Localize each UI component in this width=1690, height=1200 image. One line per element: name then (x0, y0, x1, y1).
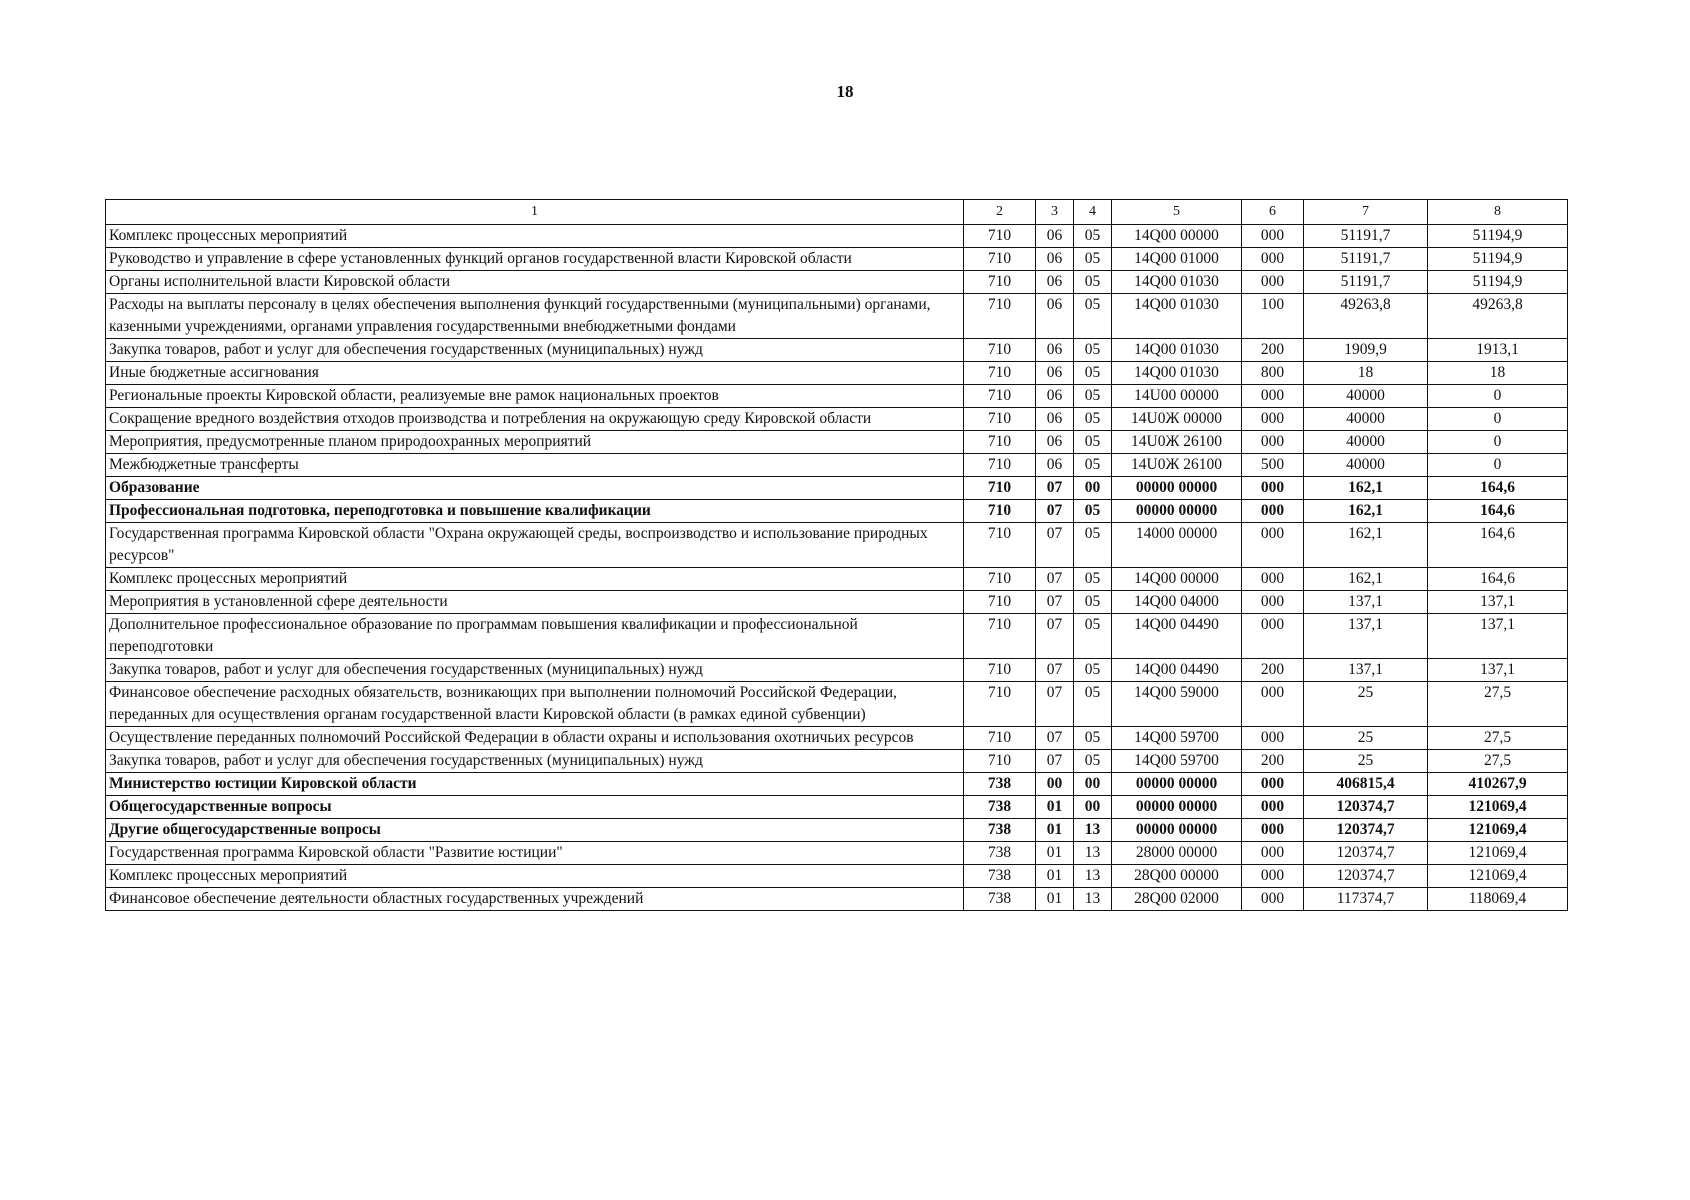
item-name-cell: Закупка товаров, работ и услуг для обеспечения государственных (муниципальных) нужд (106, 750, 964, 773)
admin-code-cell: 710 (964, 591, 1036, 614)
target-article-cell: 00000 00000 (1112, 477, 1242, 500)
admin-code-cell: 710 (964, 568, 1036, 591)
section-cell: 07 (1036, 523, 1074, 568)
table-row (106, 385, 1568, 408)
target-article-cell: 14000 00000 (1112, 523, 1242, 568)
amount-year2-cell: 121069,4 (1428, 842, 1568, 865)
section-cell: 01 (1036, 888, 1074, 911)
amount-year2-cell: 27,5 (1428, 750, 1568, 773)
admin-code-cell: 710 (964, 727, 1036, 750)
target-article-cell: 28000 00000 (1112, 842, 1242, 865)
target-article-cell: 14Q00 59700 (1112, 727, 1242, 750)
expense-type-cell: 000 (1242, 271, 1304, 294)
amount-year2-cell: 1913,1 (1428, 339, 1568, 362)
amount-year2-cell: 121069,4 (1428, 819, 1568, 842)
item-name-cell: Общегосударственные вопросы (106, 796, 964, 819)
item-name-cell: Закупка товаров, работ и услуг для обеспечения государственных (муниципальных) нужд (106, 339, 964, 362)
column-header: 6 (1242, 200, 1304, 225)
expense-type-cell: 000 (1242, 682, 1304, 727)
table-row (106, 523, 1568, 568)
item-name-cell: Органы исполнительной власти Кировской области (106, 271, 964, 294)
admin-code-cell: 738 (964, 819, 1036, 842)
section-cell: 06 (1036, 431, 1074, 454)
expense-type-cell: 000 (1242, 842, 1304, 865)
subsection-cell: 05 (1074, 682, 1112, 727)
target-article-cell: 14Q00 04490 (1112, 659, 1242, 682)
amount-year1-cell: 162,1 (1304, 477, 1428, 500)
amount-year1-cell: 49263,8 (1304, 294, 1428, 339)
target-article-cell: 14Q00 01030 (1112, 294, 1242, 339)
amount-year1-cell: 51191,7 (1304, 248, 1428, 271)
amount-year1-cell: 40000 (1304, 385, 1428, 408)
target-article-cell: 14Q00 59000 (1112, 682, 1242, 727)
amount-year2-cell: 0 (1428, 385, 1568, 408)
section-cell: 07 (1036, 500, 1074, 523)
section-cell: 07 (1036, 659, 1074, 682)
amount-year2-cell: 121069,4 (1428, 865, 1568, 888)
item-name-cell: Закупка товаров, работ и услуг для обеспечения государственных (муниципальных) нужд (106, 659, 964, 682)
table-row (106, 773, 1568, 796)
admin-code-cell: 710 (964, 362, 1036, 385)
table-row (106, 842, 1568, 865)
table-row (106, 431, 1568, 454)
amount-year2-cell: 137,1 (1428, 591, 1568, 614)
admin-code-cell: 710 (964, 454, 1036, 477)
amount-year1-cell: 40000 (1304, 454, 1428, 477)
section-cell: 07 (1036, 614, 1074, 659)
target-article-cell: 00000 00000 (1112, 796, 1242, 819)
target-article-cell: 14Q00 01030 (1112, 339, 1242, 362)
column-header: 3 (1036, 200, 1074, 225)
item-name-cell: Расходы на выплаты персоналу в целях обеспечения выполнения функций государственными (муниципальными) органами, казенными учреждениями, органами управления государственными внебюджетными фондами (106, 294, 964, 339)
table-row (106, 454, 1568, 477)
expense-type-cell: 000 (1242, 614, 1304, 659)
table-row (106, 271, 1568, 294)
amount-year1-cell: 120374,7 (1304, 842, 1428, 865)
item-name-cell: Другие общегосударственные вопросы (106, 819, 964, 842)
target-article-cell: 14Q00 00000 (1112, 568, 1242, 591)
section-cell: 07 (1036, 727, 1074, 750)
admin-code-cell: 710 (964, 385, 1036, 408)
column-header: 8 (1428, 200, 1568, 225)
subsection-cell: 05 (1074, 408, 1112, 431)
amount-year1-cell: 25 (1304, 750, 1428, 773)
item-name-cell: Осуществление переданных полномочий Российской Федерации в области охраны и использования охотничьих ресурсов (106, 727, 964, 750)
expense-type-cell: 200 (1242, 750, 1304, 773)
target-article-cell: 14Q00 04490 (1112, 614, 1242, 659)
target-article-cell: 14Q00 59700 (1112, 750, 1242, 773)
subsection-cell: 05 (1074, 431, 1112, 454)
table-row (106, 682, 1568, 727)
page-number: 18 (836, 82, 854, 101)
section-cell: 00 (1036, 773, 1074, 796)
expense-type-cell: 000 (1242, 865, 1304, 888)
item-name-cell: Финансовое обеспечение деятельности областных государственных учреждений (106, 888, 964, 911)
admin-code-cell: 710 (964, 477, 1036, 500)
table-row (106, 819, 1568, 842)
amount-year2-cell: 164,6 (1428, 568, 1568, 591)
admin-code-cell: 710 (964, 682, 1036, 727)
expense-type-cell: 000 (1242, 568, 1304, 591)
amount-year2-cell: 27,5 (1428, 727, 1568, 750)
admin-code-cell: 710 (964, 248, 1036, 271)
section-cell: 07 (1036, 477, 1074, 500)
amount-year2-cell: 0 (1428, 408, 1568, 431)
table-row (106, 659, 1568, 682)
amount-year1-cell: 162,1 (1304, 568, 1428, 591)
item-name-cell: Комплекс процессных мероприятий (106, 225, 964, 248)
target-article-cell: 28Q00 02000 (1112, 888, 1242, 911)
admin-code-cell: 738 (964, 842, 1036, 865)
amount-year1-cell: 18 (1304, 362, 1428, 385)
table-row (106, 408, 1568, 431)
amount-year1-cell: 120374,7 (1304, 819, 1428, 842)
target-article-cell: 14Q00 01000 (1112, 248, 1242, 271)
amount-year2-cell: 118069,4 (1428, 888, 1568, 911)
section-cell: 06 (1036, 454, 1074, 477)
table-row (106, 362, 1568, 385)
column-header: 4 (1074, 200, 1112, 225)
item-name-cell: Комплекс процессных мероприятий (106, 568, 964, 591)
subsection-cell: 13 (1074, 888, 1112, 911)
subsection-cell: 13 (1074, 865, 1112, 888)
column-header: 1 (106, 200, 964, 225)
item-name-cell: Мероприятия, предусмотренные планом природоохранных мероприятий (106, 431, 964, 454)
subsection-cell: 05 (1074, 294, 1112, 339)
section-cell: 07 (1036, 591, 1074, 614)
table-row (106, 591, 1568, 614)
subsection-cell: 05 (1074, 225, 1112, 248)
subsection-cell: 13 (1074, 819, 1112, 842)
expense-type-cell: 000 (1242, 727, 1304, 750)
admin-code-cell: 710 (964, 523, 1036, 568)
amount-year1-cell: 25 (1304, 682, 1428, 727)
item-name-cell: Государственная программа Кировской области "Охрана окружающей среды, воспроизводство и использование природных ресурсов" (106, 523, 964, 568)
amount-year2-cell: 51194,9 (1428, 271, 1568, 294)
subsection-cell: 13 (1074, 842, 1112, 865)
admin-code-cell: 710 (964, 431, 1036, 454)
amount-year1-cell: 137,1 (1304, 614, 1428, 659)
expense-type-cell: 200 (1242, 339, 1304, 362)
target-article-cell: 14U0Ж 26100 (1112, 431, 1242, 454)
amount-year2-cell: 164,6 (1428, 523, 1568, 568)
expense-type-cell: 800 (1242, 362, 1304, 385)
amount-year1-cell: 120374,7 (1304, 796, 1428, 819)
subsection-cell: 00 (1074, 773, 1112, 796)
admin-code-cell: 738 (964, 773, 1036, 796)
subsection-cell: 05 (1074, 500, 1112, 523)
amount-year2-cell: 49263,8 (1428, 294, 1568, 339)
target-article-cell: 00000 00000 (1112, 500, 1242, 523)
expense-type-cell: 000 (1242, 248, 1304, 271)
expense-type-cell: 000 (1242, 431, 1304, 454)
amount-year1-cell: 137,1 (1304, 659, 1428, 682)
amount-year2-cell: 410267,9 (1428, 773, 1568, 796)
amount-year2-cell: 164,6 (1428, 500, 1568, 523)
expense-type-cell: 000 (1242, 385, 1304, 408)
amount-year2-cell: 137,1 (1428, 659, 1568, 682)
amount-year1-cell: 40000 (1304, 408, 1428, 431)
expense-type-cell: 000 (1242, 796, 1304, 819)
target-article-cell: 00000 00000 (1112, 773, 1242, 796)
expense-type-cell: 000 (1242, 888, 1304, 911)
item-name-cell: Государственная программа Кировской области "Развитие юстиции" (106, 842, 964, 865)
table-header-row (106, 200, 1568, 225)
column-header: 5 (1112, 200, 1242, 225)
admin-code-cell: 710 (964, 408, 1036, 431)
subsection-cell: 05 (1074, 659, 1112, 682)
item-name-cell: Региональные проекты Кировской области, реализуемые вне рамок национальных проектов (106, 385, 964, 408)
amount-year2-cell: 27,5 (1428, 682, 1568, 727)
admin-code-cell: 710 (964, 500, 1036, 523)
section-cell: 06 (1036, 294, 1074, 339)
amount-year2-cell: 121069,4 (1428, 796, 1568, 819)
subsection-cell: 05 (1074, 271, 1112, 294)
target-article-cell: 28Q00 00000 (1112, 865, 1242, 888)
subsection-cell: 05 (1074, 362, 1112, 385)
admin-code-cell: 710 (964, 750, 1036, 773)
admin-code-cell: 710 (964, 271, 1036, 294)
section-cell: 01 (1036, 842, 1074, 865)
section-cell: 06 (1036, 339, 1074, 362)
item-name-cell: Иные бюджетные ассигнования (106, 362, 964, 385)
item-name-cell: Мероприятия в установленной сфере деятельности (106, 591, 964, 614)
admin-code-cell: 710 (964, 294, 1036, 339)
amount-year2-cell: 0 (1428, 454, 1568, 477)
subsection-cell: 05 (1074, 385, 1112, 408)
amount-year1-cell: 406815,4 (1304, 773, 1428, 796)
amount-year1-cell: 162,1 (1304, 523, 1428, 568)
item-name-cell: Сокращение вредного воздействия отходов производства и потребления на окружающую среду Кировской области (106, 408, 964, 431)
expense-type-cell: 000 (1242, 408, 1304, 431)
subsection-cell: 05 (1074, 750, 1112, 773)
section-cell: 06 (1036, 225, 1074, 248)
admin-code-cell: 710 (964, 659, 1036, 682)
table-row (106, 500, 1568, 523)
expense-type-cell: 000 (1242, 225, 1304, 248)
item-name-cell: Межбюджетные трансферты (106, 454, 964, 477)
column-header: 2 (964, 200, 1036, 225)
section-cell: 06 (1036, 385, 1074, 408)
subsection-cell: 05 (1074, 568, 1112, 591)
table-row (106, 888, 1568, 911)
target-article-cell: 14Q00 00000 (1112, 225, 1242, 248)
target-article-cell: 14Q00 01030 (1112, 362, 1242, 385)
subsection-cell: 05 (1074, 339, 1112, 362)
section-cell: 07 (1036, 568, 1074, 591)
subsection-cell: 05 (1074, 614, 1112, 659)
section-cell: 06 (1036, 408, 1074, 431)
section-cell: 01 (1036, 796, 1074, 819)
expense-type-cell: 100 (1242, 294, 1304, 339)
table-row (106, 248, 1568, 271)
expense-type-cell: 000 (1242, 819, 1304, 842)
expense-type-cell: 000 (1242, 477, 1304, 500)
table-row (106, 477, 1568, 500)
admin-code-cell: 738 (964, 888, 1036, 911)
admin-code-cell: 738 (964, 796, 1036, 819)
subsection-cell: 05 (1074, 248, 1112, 271)
table-row (106, 339, 1568, 362)
subsection-cell: 00 (1074, 477, 1112, 500)
item-name-cell: Дополнительное профессиональное образование по программам повышения квалификации и профессиональной переподготовки (106, 614, 964, 659)
table-row (106, 294, 1568, 339)
expense-type-cell: 000 (1242, 591, 1304, 614)
amount-year1-cell: 1909,9 (1304, 339, 1428, 362)
section-cell: 07 (1036, 682, 1074, 727)
amount-year1-cell: 51191,7 (1304, 271, 1428, 294)
table-row (106, 225, 1568, 248)
subsection-cell: 05 (1074, 727, 1112, 750)
expense-type-cell: 000 (1242, 500, 1304, 523)
subsection-cell: 05 (1074, 523, 1112, 568)
section-cell: 06 (1036, 271, 1074, 294)
amount-year1-cell: 162,1 (1304, 500, 1428, 523)
amount-year2-cell: 18 (1428, 362, 1568, 385)
subsection-cell: 00 (1074, 796, 1112, 819)
subsection-cell: 05 (1074, 591, 1112, 614)
amount-year1-cell: 120374,7 (1304, 865, 1428, 888)
item-name-cell: Министерство юстиции Кировской области (106, 773, 964, 796)
admin-code-cell: 738 (964, 865, 1036, 888)
amount-year2-cell: 0 (1428, 431, 1568, 454)
amount-year2-cell: 51194,9 (1428, 248, 1568, 271)
budget-table (105, 199, 1568, 911)
target-article-cell: 14U00 00000 (1112, 385, 1242, 408)
target-article-cell: 14Q00 04000 (1112, 591, 1242, 614)
section-cell: 06 (1036, 248, 1074, 271)
target-article-cell: 14U0Ж 00000 (1112, 408, 1242, 431)
admin-code-cell: 710 (964, 225, 1036, 248)
target-article-cell: 14Q00 01030 (1112, 271, 1242, 294)
section-cell: 01 (1036, 865, 1074, 888)
amount-year1-cell: 137,1 (1304, 591, 1428, 614)
section-cell: 01 (1036, 819, 1074, 842)
column-header: 7 (1304, 200, 1428, 225)
table-row (106, 614, 1568, 659)
amount-year1-cell: 40000 (1304, 431, 1428, 454)
table-row (106, 568, 1568, 591)
admin-code-cell: 710 (964, 339, 1036, 362)
item-name-cell: Финансовое обеспечение расходных обязательств, возникающих при выполнении полномочий Российской Федерации, переданных для осуществления органам государственной власти Кировской области (в рамках единой субвенции) (106, 682, 964, 727)
expense-type-cell: 000 (1242, 523, 1304, 568)
table-body (106, 225, 1568, 911)
table-row (106, 865, 1568, 888)
item-name-cell: Профессиональная подготовка, переподготовка и повышение квалификации (106, 500, 964, 523)
expense-type-cell: 000 (1242, 773, 1304, 796)
section-cell: 06 (1036, 362, 1074, 385)
target-article-cell: 14U0Ж 26100 (1112, 454, 1242, 477)
expense-type-cell: 500 (1242, 454, 1304, 477)
amount-year2-cell: 51194,9 (1428, 225, 1568, 248)
table-row (106, 727, 1568, 750)
item-name-cell: Образование (106, 477, 964, 500)
item-name-cell: Руководство и управление в сфере установленных функций органов государственной власти Кировской области (106, 248, 964, 271)
amount-year1-cell: 117374,7 (1304, 888, 1428, 911)
subsection-cell: 05 (1074, 454, 1112, 477)
amount-year1-cell: 25 (1304, 727, 1428, 750)
amount-year2-cell: 164,6 (1428, 477, 1568, 500)
target-article-cell: 00000 00000 (1112, 819, 1242, 842)
section-cell: 07 (1036, 750, 1074, 773)
item-name-cell: Комплекс процессных мероприятий (106, 865, 964, 888)
table-row (106, 750, 1568, 773)
admin-code-cell: 710 (964, 614, 1036, 659)
amount-year1-cell: 51191,7 (1304, 225, 1428, 248)
table-row (106, 796, 1568, 819)
expense-type-cell: 200 (1242, 659, 1304, 682)
amount-year2-cell: 137,1 (1428, 614, 1568, 659)
